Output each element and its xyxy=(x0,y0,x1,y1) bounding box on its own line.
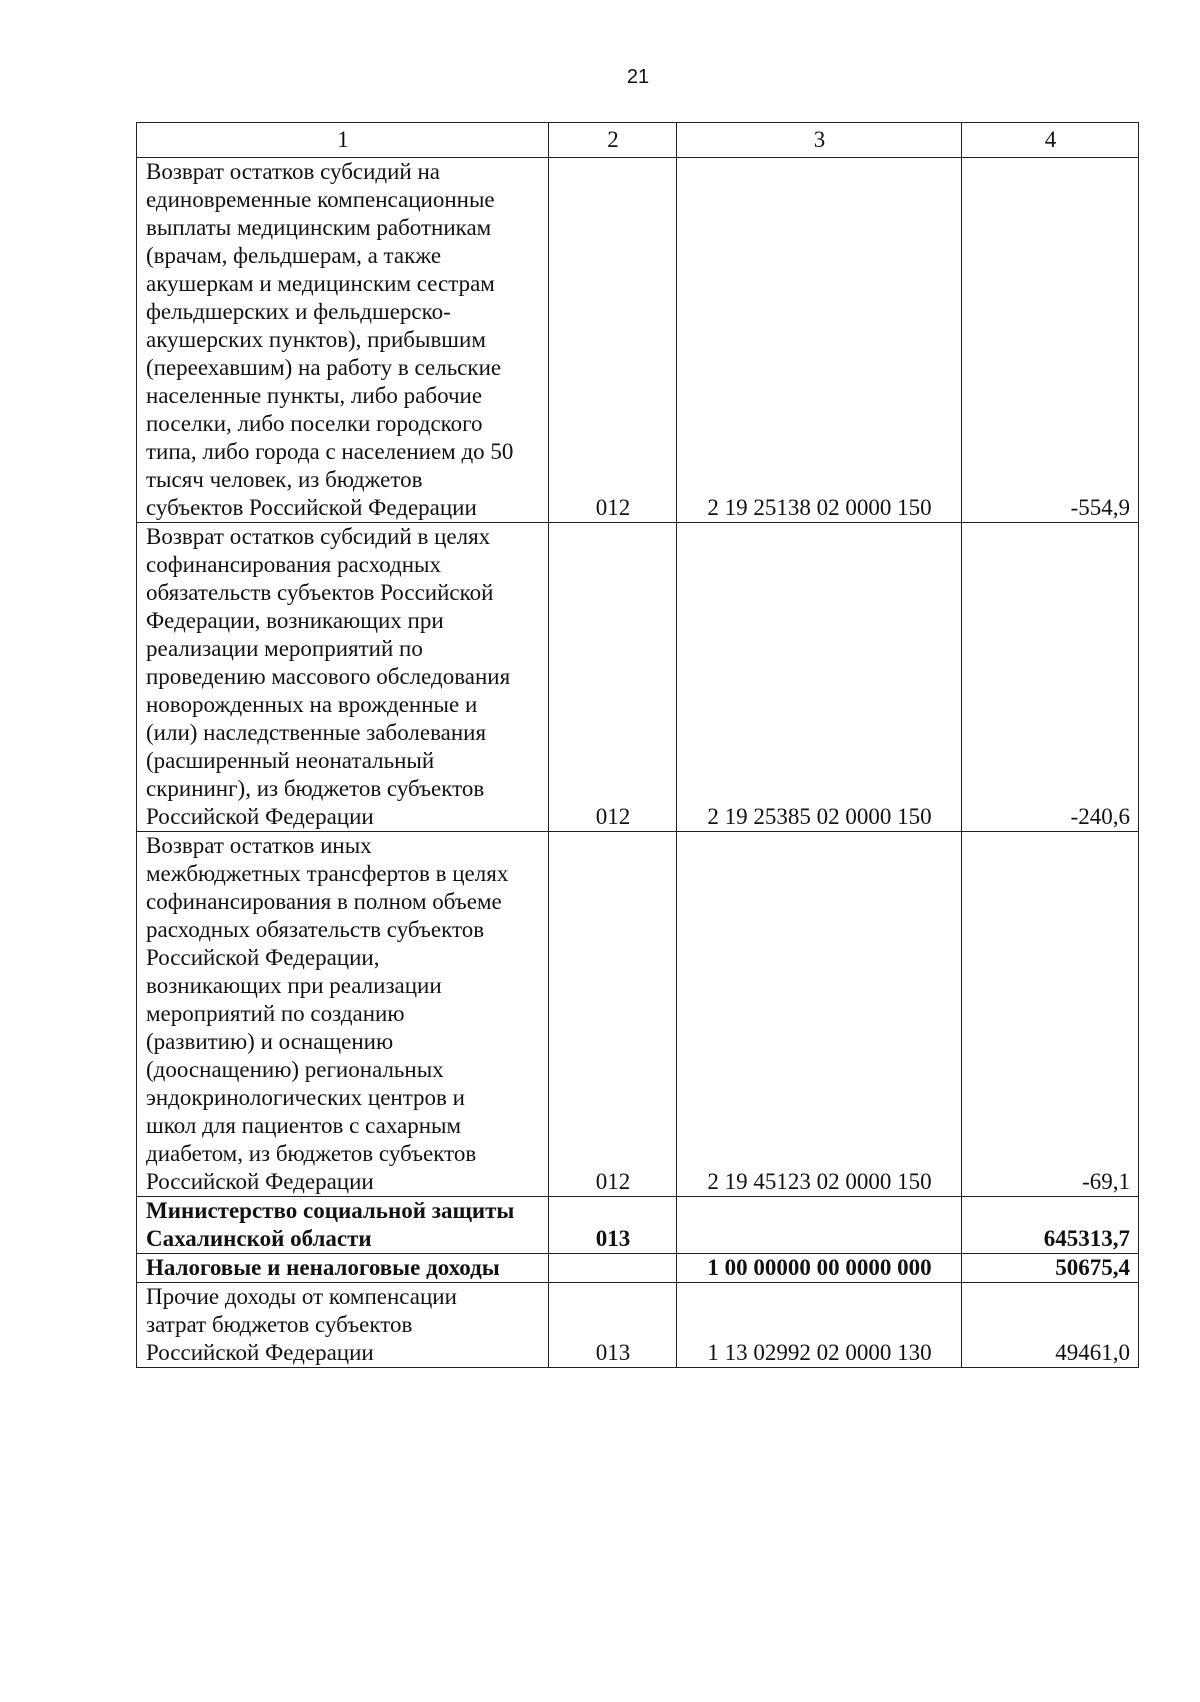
row-amount: -554,9 xyxy=(962,158,1139,523)
description-line: (дооснащению) региональных xyxy=(146,1057,444,1082)
description-line: софинансирования расходных xyxy=(146,552,442,577)
description-line: (развитию) и оснащению xyxy=(146,1029,394,1054)
description-line: населенные пункты, либо рабочие xyxy=(146,383,483,408)
description-line: единовременные компенсационные xyxy=(146,187,495,212)
description-line: (расширенный неонатальный xyxy=(146,748,435,773)
description-line: Российской Федерации xyxy=(146,804,374,829)
description-line: диабетом, из бюджетов субъектов xyxy=(146,1141,477,1166)
description-line: Возврат остатков субсидий на xyxy=(146,159,441,184)
description-line: Российской Федерации, xyxy=(146,945,380,970)
description-line: Возврат остатков иных xyxy=(146,833,372,858)
description-line: мероприятий по созданию xyxy=(146,1001,405,1026)
description-line: скрининг), из бюджетов субъектов xyxy=(146,776,485,801)
row-admin-code: 013 xyxy=(549,1283,677,1368)
column-header-4: 4 xyxy=(962,123,1139,158)
description-line: (или) наследственные заболевания xyxy=(146,720,487,745)
row-description xyxy=(137,1197,549,1254)
row-admin-code: 013 xyxy=(549,1197,677,1254)
row-admin-code: 012 xyxy=(549,158,677,523)
description-line: типа, либо города с населением до 50 xyxy=(146,439,514,464)
row-amount: -69,1 xyxy=(962,832,1139,1197)
description-line: фельдшерских и фельдшерско- xyxy=(146,299,451,324)
description-line: (врачам, фельдшерам, а также xyxy=(146,243,442,268)
table-row xyxy=(137,1197,1139,1254)
description-line: (переехавшим) на работу в сельские xyxy=(146,355,502,380)
table-row xyxy=(137,158,1139,523)
row-amount: 645313,7 xyxy=(962,1197,1139,1254)
column-header-2: 2 xyxy=(549,123,677,158)
description-line: возникающих при реализации xyxy=(146,973,442,998)
table-row xyxy=(137,523,1139,832)
row-budget-class-code: 1 00 00000 00 0000 000 xyxy=(677,1254,962,1283)
row-description xyxy=(137,523,549,832)
description-line: Возврат остатков субсидий в целях xyxy=(146,524,491,549)
table-body xyxy=(137,123,1139,1368)
description-line: школ для пациентов с сахарным xyxy=(146,1113,462,1138)
description-line: проведению массового обследования xyxy=(146,664,511,689)
description-line: Налоговые и неналоговые доходы xyxy=(146,1255,500,1280)
column-header-1: 1 xyxy=(137,123,549,158)
row-description xyxy=(137,1254,549,1283)
description-line: Российской Федерации xyxy=(146,1340,374,1365)
description-line: акушеркам и медицинским сестрам xyxy=(146,271,495,296)
row-description xyxy=(137,158,549,523)
row-budget-class-code xyxy=(677,1197,962,1254)
description-line: эндокринологических центров и xyxy=(146,1085,465,1110)
description-line: Федерации, возникающих при xyxy=(146,608,444,633)
table-row xyxy=(137,1254,1139,1283)
table-row xyxy=(137,1283,1139,1368)
description-line: затрат бюджетов субъектов xyxy=(146,1312,413,1337)
description-line: субъектов Российской Федерации xyxy=(146,495,477,520)
description-line: расходных обязательств субъектов xyxy=(146,917,485,942)
description-line: межбюджетных трансфертов в целях xyxy=(146,861,509,886)
row-amount: 50675,4 xyxy=(962,1254,1139,1283)
description-line: Сахалинской области xyxy=(146,1226,372,1251)
row-budget-class-code: 2 19 25138 02 0000 150 xyxy=(677,158,962,523)
description-line: Российской Федерации xyxy=(146,1169,374,1194)
row-budget-class-code: 1 13 02992 02 0000 130 xyxy=(677,1283,962,1368)
row-budget-class-code: 2 19 45123 02 0000 150 xyxy=(677,832,962,1197)
description-line: реализации мероприятий по xyxy=(146,636,423,661)
table-header-row xyxy=(137,123,1139,158)
description-line: софинансирования в полном объеме xyxy=(146,889,502,914)
row-description xyxy=(137,1283,549,1368)
description-line: поселки, либо поселки городского xyxy=(146,411,483,436)
description-line: тысяч человек, из бюджетов xyxy=(146,467,423,492)
page-number: 21 xyxy=(626,66,650,88)
column-header-3: 3 xyxy=(677,123,962,158)
row-amount: 49461,0 xyxy=(962,1283,1139,1368)
budget-revenue-table xyxy=(136,122,1139,1368)
description-line: обязательств субъектов Российской xyxy=(146,580,494,605)
description-line: Министерство социальной защиты xyxy=(146,1198,515,1223)
row-admin-code: 012 xyxy=(549,832,677,1197)
description-line: новорожденных на врожденные и xyxy=(146,692,478,717)
description-line: выплаты медицинским работникам xyxy=(146,215,492,240)
row-budget-class-code: 2 19 25385 02 0000 150 xyxy=(677,523,962,832)
description-line: акушерских пунктов), прибывшим xyxy=(146,327,486,352)
table-row xyxy=(137,832,1139,1197)
row-description xyxy=(137,832,549,1197)
row-amount: -240,6 xyxy=(962,523,1139,832)
row-admin-code: 012 xyxy=(549,523,677,832)
description-line: Прочие доходы от компенсации xyxy=(146,1284,457,1309)
row-admin-code xyxy=(549,1254,677,1283)
